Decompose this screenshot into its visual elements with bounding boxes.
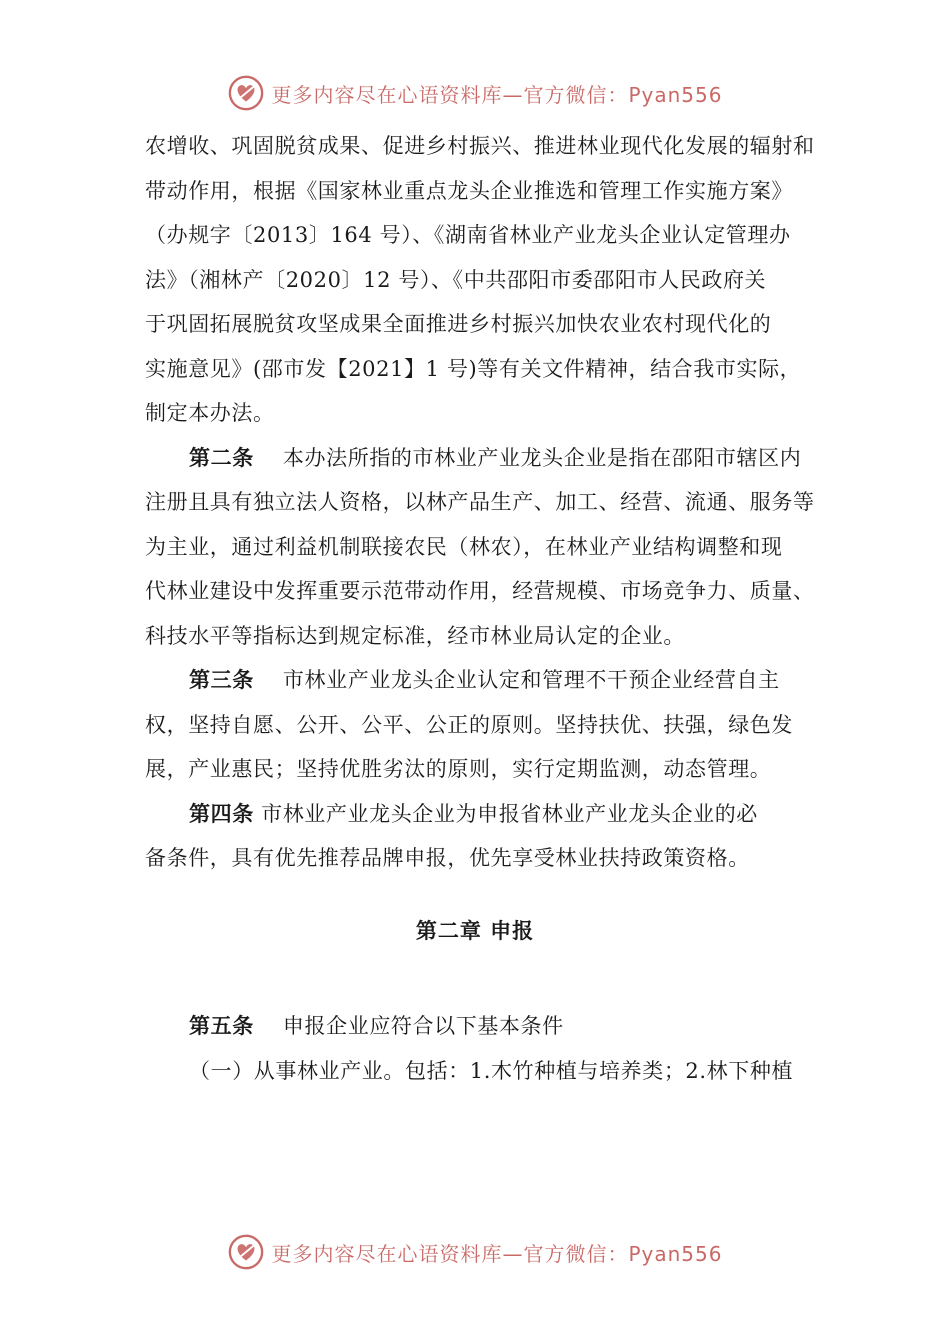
para1-line: （办规字〔2013〕164 号）、《湖南省林业产业龙头企业认定管理办 (145, 223, 791, 247)
article5-first-line (145, 1004, 825, 1049)
watermark-bottom (0, 1232, 950, 1272)
heart-logo-icon (227, 74, 265, 112)
article4-text: 市林业产业龙头企业为申报省林业产业龙头企业的必 (261, 801, 758, 826)
article3-title: 第三条 (189, 668, 254, 692)
article5-item1 (145, 1049, 825, 1094)
article2-title: 第二条 (189, 445, 254, 470)
article2-first-line (145, 436, 825, 481)
article2-line: 为主业，通过利益机制联接农民（林农），在林业产业结构调整和现 (145, 534, 783, 559)
para1-line: 实施意见》(邵市发【2021】1 号)等有关文件精神，结合我市实际， (145, 356, 802, 381)
article3-text: 市林业产业龙头企业认定和管理不干预企业经营自主 (282, 668, 780, 692)
para1-line: 制定本办法。 (145, 401, 275, 425)
article4-first-line (145, 792, 825, 837)
article5-title: 第五条 (189, 1014, 254, 1038)
chapter-heading: 第二章 申报 (415, 919, 535, 943)
para1-line: 农增收、巩固脱贫成果、促进乡村振兴、推进林业现代化发展的辐射和 (145, 134, 815, 158)
article3-line: 权，坚持自愿、公开、公平、公正的原则。坚持扶优、扶强，绿色发 (145, 712, 793, 737)
article4-line: 备条件，具有优先推荐品牌申报，优先享受林业扶持政策资格。 (145, 846, 750, 870)
article5-block (145, 1004, 825, 1093)
article2-line: 注册且具有独立法人资格，以林产品生产、加工、经营、流通、服务等 (145, 490, 815, 514)
para1-line: 法》（湘林产〔2020〕12 号）、《中共邵阳市委邵阳市人民政府关 (145, 267, 767, 292)
watermark-text: 更多内容尽在心语资料库—官方微信：Pyan556 (271, 82, 723, 107)
article2-text: 本办法所指的市林业产业龙头企业是指在邵阳市辖区内 (282, 445, 802, 470)
para1-line: 于巩固拓展脱贫攻坚成果全面推进乡村振兴加快农业农村现代化的 (145, 312, 772, 336)
article5-item1-text: （一）从事林业产业。包括：1.木竹种植与培养类；2.林下种植 (189, 1058, 794, 1083)
watermark-text: 更多内容尽在心语资料库—官方微信：Pyan556 (271, 1241, 723, 1266)
article2-line: 代林业建设中发挥重要示范带动作用，经营规模、市场竞争力、质量、 (145, 579, 815, 603)
article2-line: 科技水平等指标达到规定标准，经市林业局认定的企业。 (145, 623, 685, 648)
article3-line: 展，产业惠民；坚持优胜劣汰的原则，实行定期监测，动态管理。 (145, 757, 772, 781)
article4-title: 第四条 (189, 801, 254, 826)
article3-first-line (145, 658, 825, 703)
watermark-top (0, 73, 950, 113)
heart-logo-icon (227, 1233, 265, 1271)
para1-line: 带动作用，根据《国家林业重点龙头企业推选和管理工作实施方案》 (145, 178, 793, 203)
document-body (145, 124, 825, 881)
article5-text: 申报企业应符合以下基本条件 (282, 1014, 564, 1038)
